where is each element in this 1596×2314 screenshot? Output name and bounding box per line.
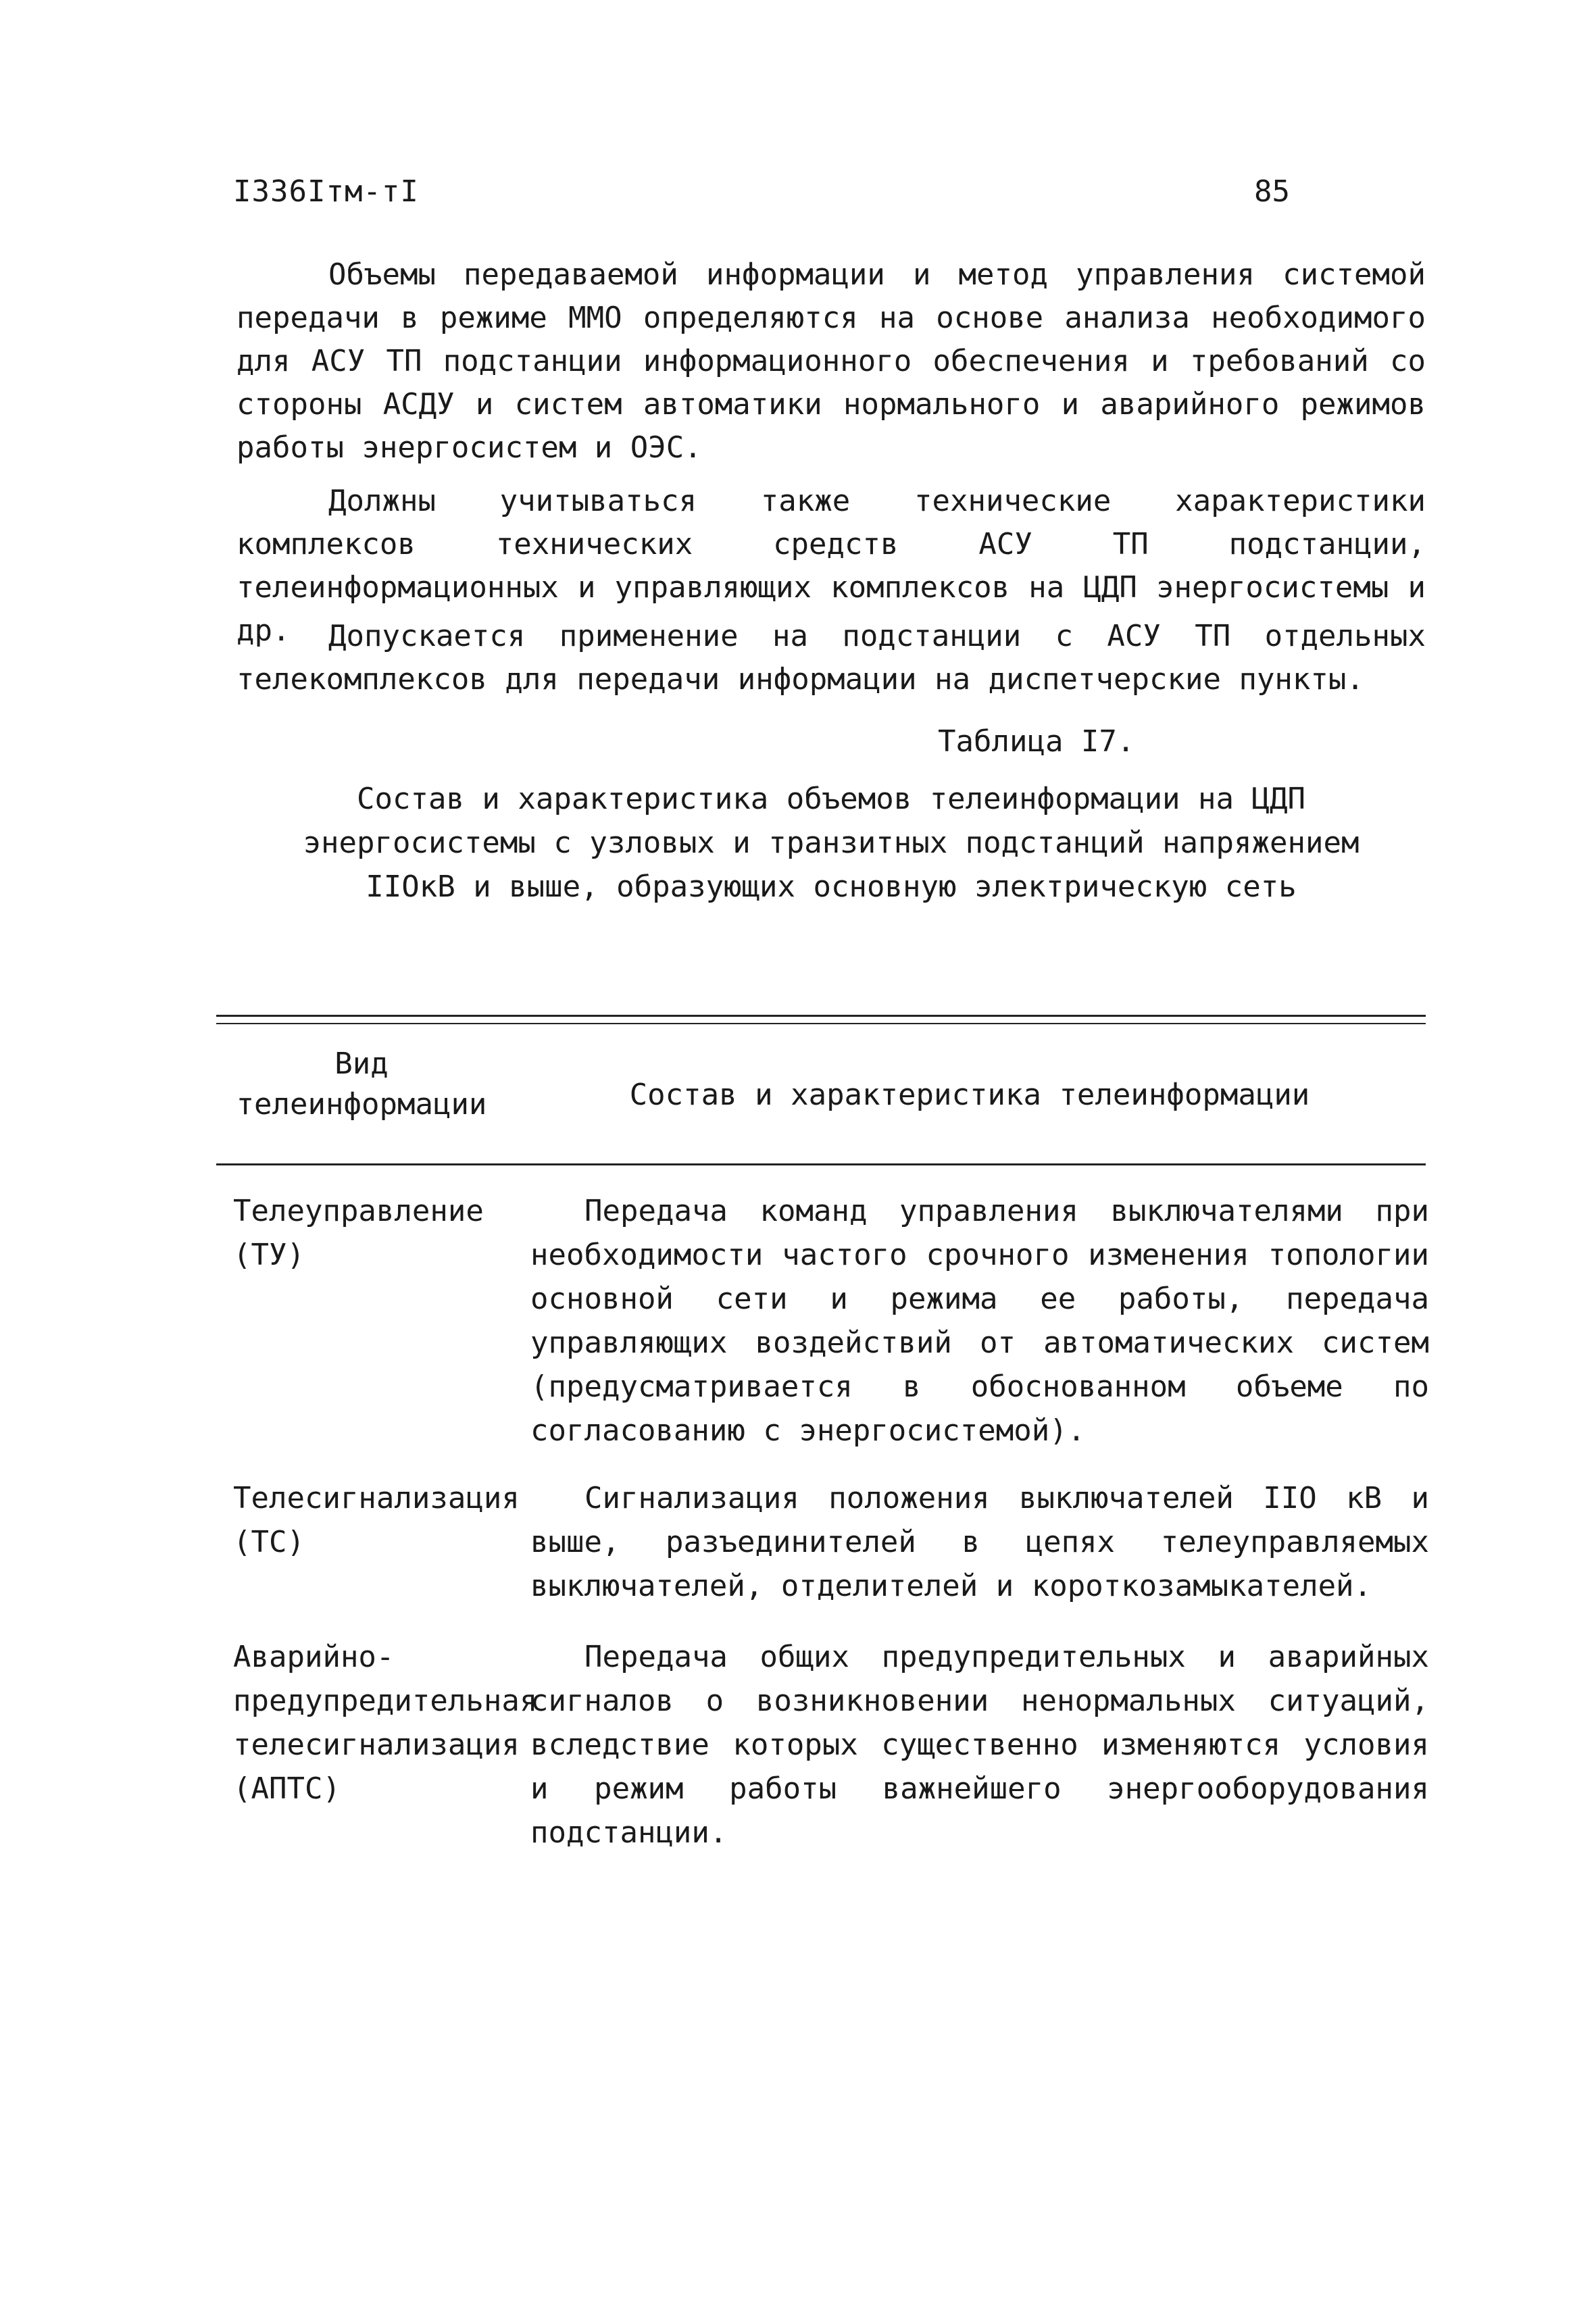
column-header-description: Состав и характеристика телеинформации xyxy=(629,1078,1310,1112)
row-description-cell: Передача общих предупредительных и аварийных сигналов о возникновении ненормальных ситуаций, вследствие которых существенно изменяются условия и режим работы важнейшего энергооборудования подстанции. xyxy=(530,1640,1429,1850)
page-number: 85 xyxy=(1254,174,1290,209)
table-caption: Состав и характеристика объемов телеинформации на ЦДП энергосистемы с узловых и транзитных подстанций напряжением IIОкВ и выше, образующих основную электрическую сеть xyxy=(303,782,1360,904)
table-number: Таблица I7. xyxy=(938,724,1135,759)
table-top-rule xyxy=(216,1015,1426,1017)
row-description-cell: Передача команд управления выключателями при необходимости частого срочного изменения топологии основной сети и режима ее работы, передача управляющих воздействий от автоматических систем (предусматривается в обоснованном объеме по согласованию с энергосистемой). xyxy=(530,1194,1429,1448)
paragraph-information-volume: Объемы передаваемой информации и метод управления системой передачи в режиме ММО определяются на основе анализа необходимого для АСУ ТП подстанции информационного обеспечения и требований со стороны АСДУ и систем автоматики нормального и аварийного режимов работы энергосистем и ОЭС. xyxy=(236,257,1426,465)
row-description-cell: Сигнализация положения выключателей IIО кВ и выше, разъединителей в цепях телеуправляемых выключателей, отделителей и короткозамыкателей. xyxy=(530,1481,1429,1603)
row-type-cell: Аварийно-предупредительная телесигнализация (АПТС) xyxy=(233,1640,538,1806)
paragraph-technical-characteristics: Должны учитываться также технические характеристики комплексов технических средств АСУ ТП подстанции, телеинформационных и управляющих комплексов на ЦДП энергосистемы и др. xyxy=(236,484,1426,648)
table-top-rule-secondary xyxy=(216,1023,1426,1024)
row-type-cell: Телесигнализация (ТС) xyxy=(233,1481,520,1559)
column-header-type: Вид телеинформации xyxy=(236,1047,487,1122)
document-code: I336Iтм-тI xyxy=(233,174,419,209)
paragraph-separate-telecomplexes: Допускается применение на подстанции с АСУ ТП отдельных телекомплексов для передачи информации на диспетчерские пункты. xyxy=(236,619,1426,697)
row-type-cell: Телеуправление (ТУ) xyxy=(233,1194,484,1272)
table-header-rule xyxy=(216,1163,1426,1165)
